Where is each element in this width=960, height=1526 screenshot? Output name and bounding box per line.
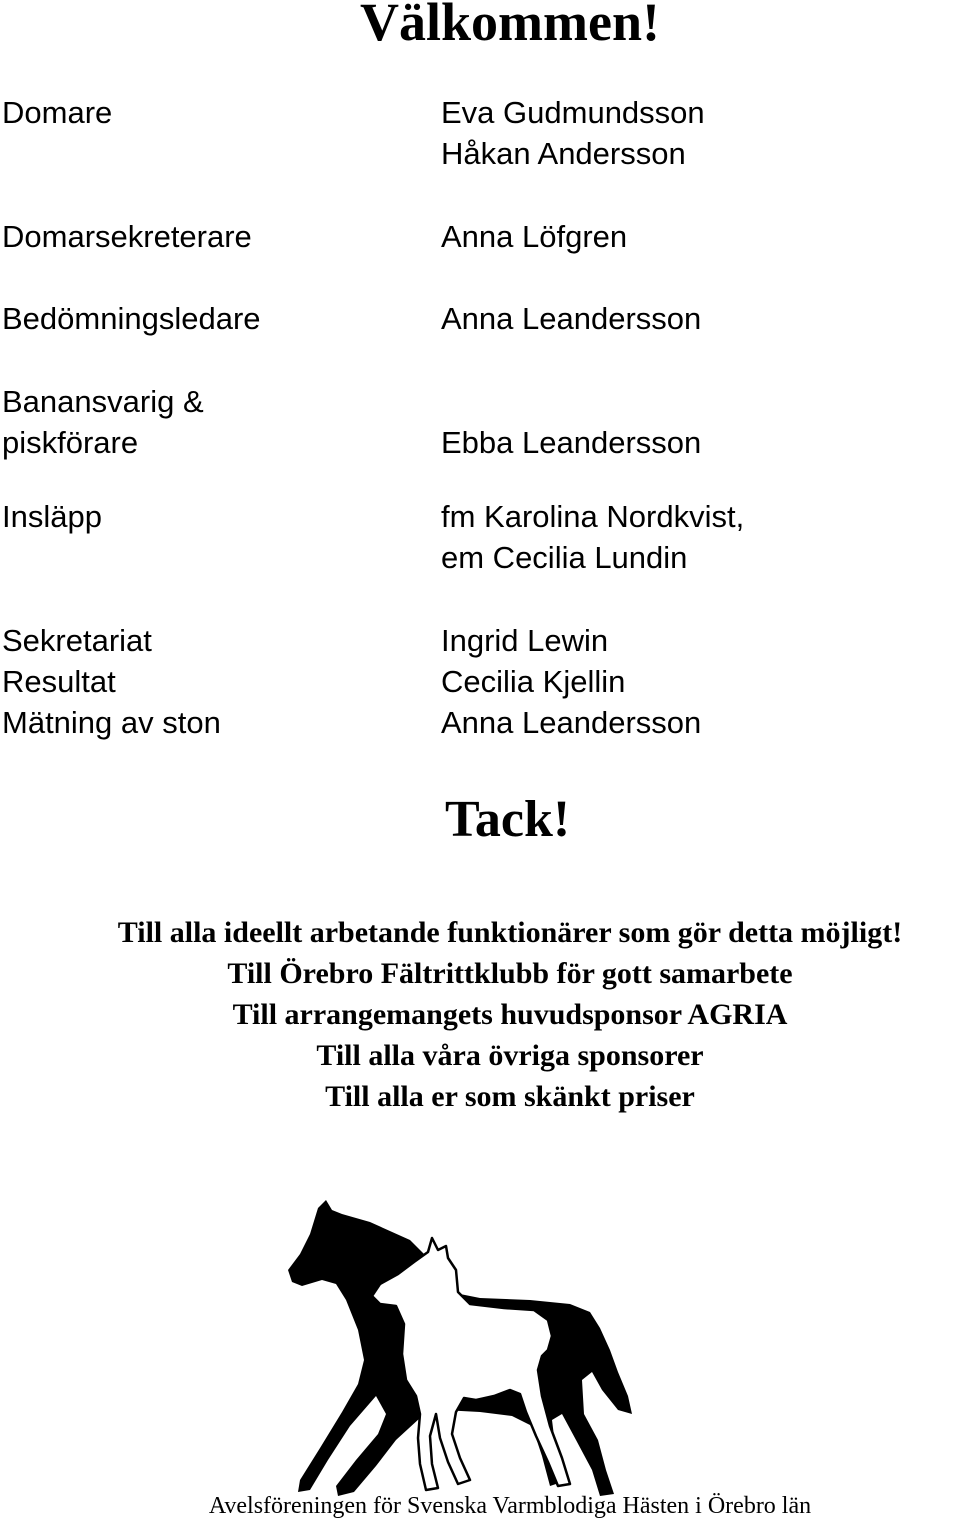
official-name: Anna Löfgren: [441, 219, 628, 254]
role-domarsekreterare: Domarsekreterare: [2, 219, 252, 254]
names-banansvarig: [441, 422, 701, 463]
role-bedomningsledare: Bedömningsledare: [2, 301, 261, 336]
thanks-line: Till alla er som skänkt priser: [325, 1080, 695, 1113]
names-bedomningsledare: [441, 298, 701, 339]
mare-and-foal-icon: [280, 1200, 640, 1500]
thanks-line: Till Örebro Fältrittklubb för gott samarbete: [227, 957, 793, 990]
footer-organization: Avelsföreningen för Svenska Varmblodiga Hästen i Örebro län: [208, 1493, 812, 1519]
role-resultat: Resultat: [2, 664, 116, 699]
names-domare: [441, 92, 705, 174]
thanks-line: Till alla våra övriga sponsorer: [316, 1039, 704, 1072]
role-line: Banansvarig &: [2, 384, 204, 419]
official-name: Ebba Leandersson: [441, 425, 702, 460]
role-domare: Domare: [2, 95, 113, 130]
official-name: em Cecilia Lundin: [441, 540, 688, 575]
thanks-line: Till arrangemangets huvudsponsor AGRIA: [232, 998, 788, 1031]
official-name: fm Karolina Nordkvist,: [441, 499, 745, 534]
names-matning: Anna Leandersson: [441, 705, 702, 740]
thanks-heading: Tack!: [445, 791, 571, 848]
page-title: Välkommen!: [360, 0, 660, 52]
official-name: Eva Gudmundsson: [441, 95, 705, 130]
names-resultat: Cecilia Kjellin: [441, 664, 626, 699]
role-matning: Mätning av ston: [2, 705, 221, 740]
thanks-line: Till alla ideellt arbetande funktionärer som gör detta möjligt!: [117, 916, 903, 949]
names-sekretariat: Ingrid Lewin: [441, 623, 609, 658]
official-name: Håkan Andersson: [441, 136, 686, 171]
official-name: Anna Leandersson: [441, 301, 702, 336]
names-inslapp: [441, 496, 744, 578]
role-banansvarig: [2, 381, 204, 463]
role-sekretariat: Sekretariat: [2, 623, 152, 658]
role-line: piskförare: [2, 425, 139, 460]
thanks-list: [0, 912, 960, 1117]
role-inslapp: Insläpp: [2, 499, 102, 534]
names-domarsekreterare: [441, 216, 627, 257]
